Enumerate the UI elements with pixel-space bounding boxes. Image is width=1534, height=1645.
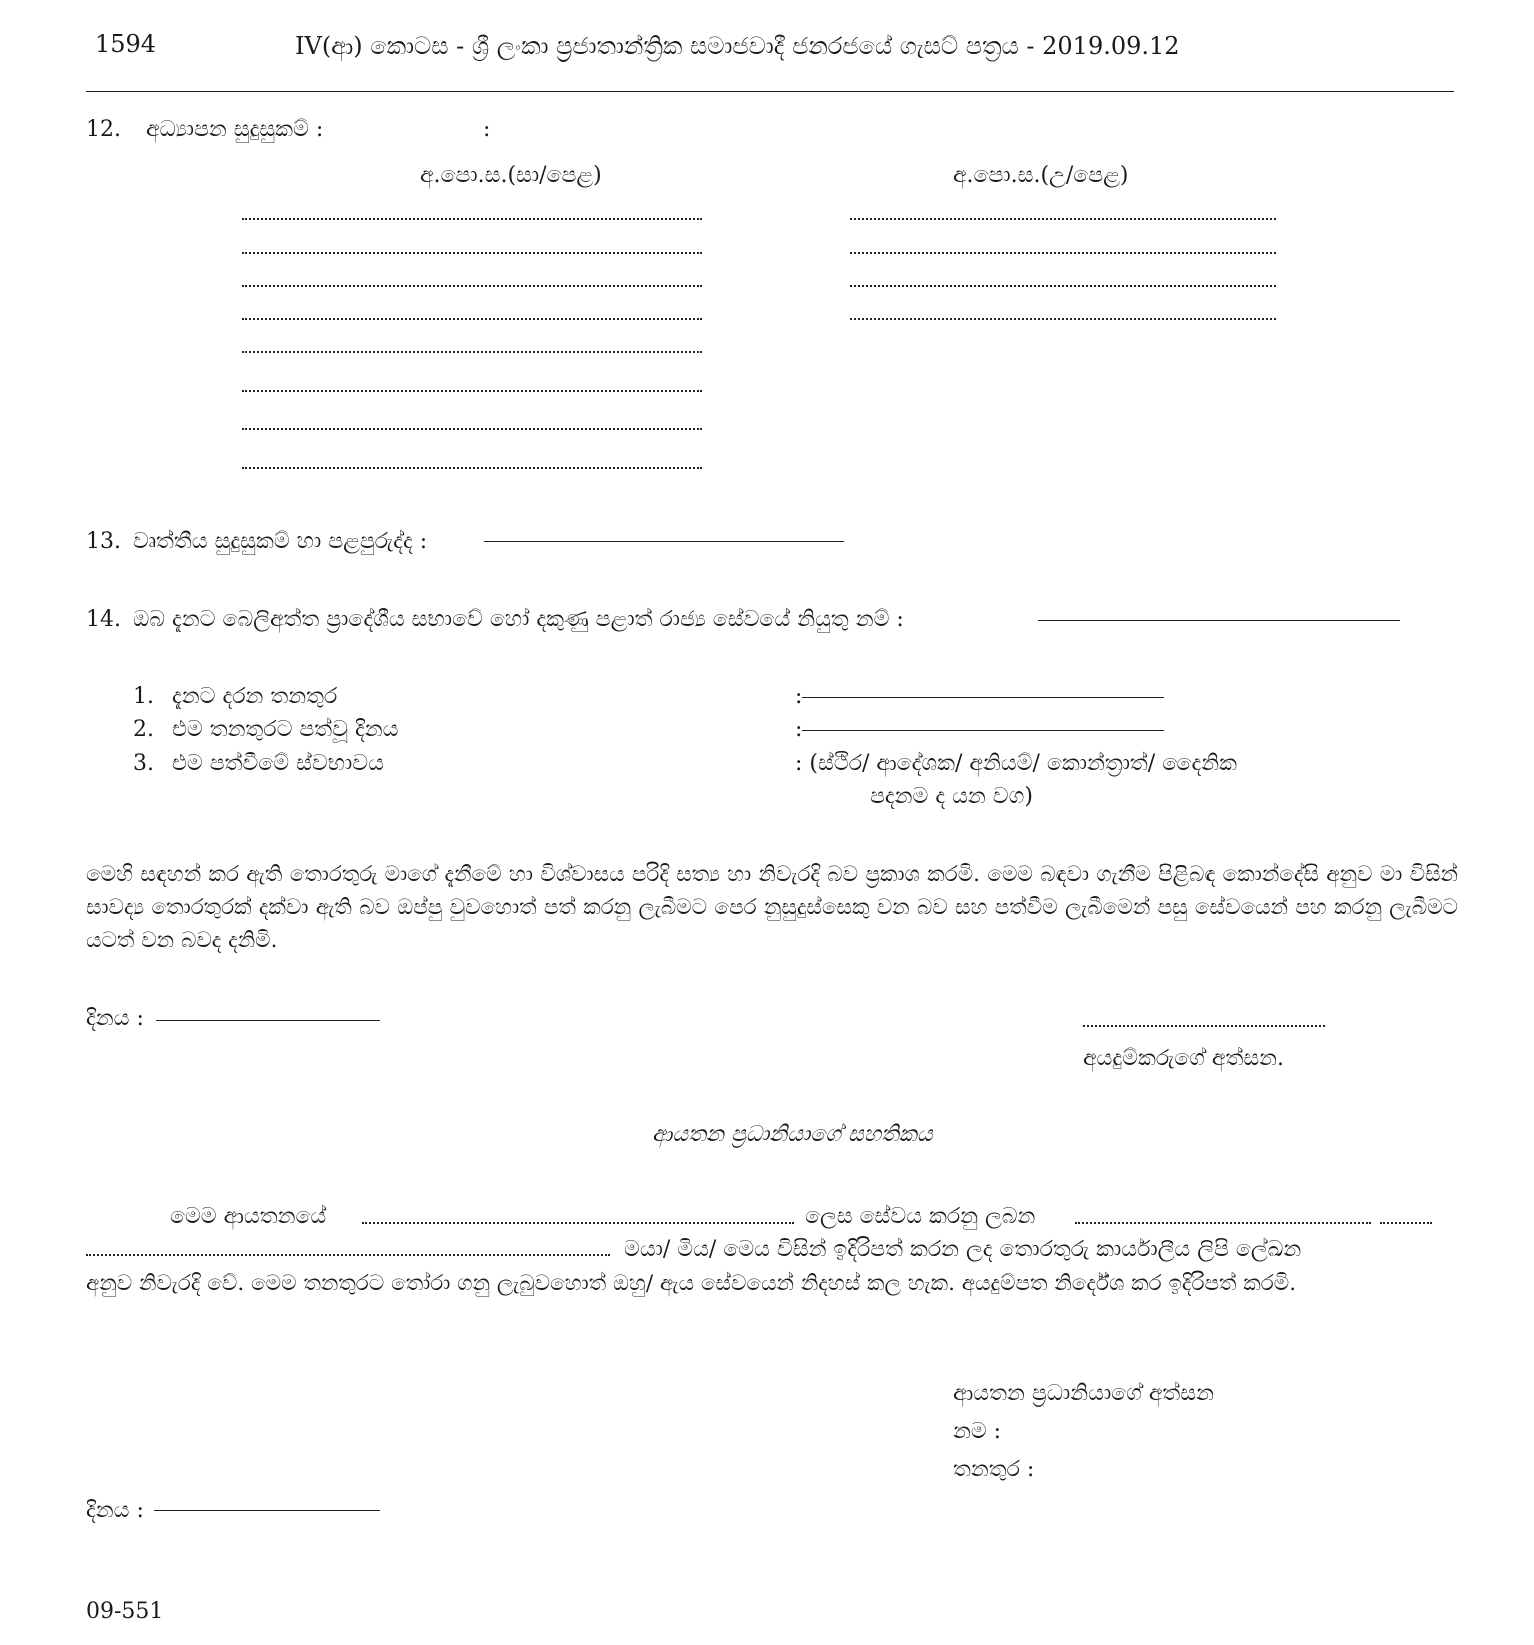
certificate-line1-institution: මෙම ආයතනයේ bbox=[170, 1204, 327, 1229]
al-entry-line[interactable] bbox=[850, 318, 1276, 320]
ol-entry-line[interactable] bbox=[242, 467, 702, 469]
applicant-signature-line[interactable] bbox=[1083, 1025, 1325, 1027]
al-entry-line[interactable] bbox=[850, 285, 1276, 287]
ol-entry-line[interactable] bbox=[242, 351, 702, 353]
footer-code: 09-551 bbox=[86, 1599, 164, 1624]
item-appointment-date-colon: : bbox=[795, 717, 803, 742]
item-number: 1. bbox=[133, 684, 154, 709]
item-appointment-nature-options-cont: පදනම ද යන වග) bbox=[870, 784, 1033, 809]
item-current-post-colon: : bbox=[795, 684, 803, 709]
section12-label: අධ්‍යාපන සුදුසුකම් : bbox=[146, 117, 324, 142]
current-post-answer-line[interactable] bbox=[802, 697, 1164, 698]
ol-entry-line[interactable] bbox=[242, 218, 702, 220]
section13-label: වෘත්තීය සුදුසුකම් හා පළපුරුද්ද : bbox=[133, 529, 428, 554]
ol-entry-line[interactable] bbox=[242, 285, 702, 287]
section14-number: 14. bbox=[86, 607, 121, 632]
ol-column-header: අ.පො.ස.(සා/පෙළ) bbox=[420, 163, 602, 188]
certificate-name-line-2[interactable] bbox=[86, 1254, 610, 1256]
section13-answer-line[interactable] bbox=[484, 541, 844, 542]
certificate-name-line-cont[interactable] bbox=[1380, 1222, 1432, 1224]
head-position-label: තනතුර : bbox=[953, 1457, 1035, 1482]
item-appointment-date-label: එම තනතුරට පත්වූ දිනය bbox=[172, 717, 399, 742]
section12-number: 12. bbox=[86, 117, 121, 142]
appointment-date-answer-line[interactable] bbox=[802, 730, 1164, 731]
ol-entry-line[interactable] bbox=[242, 390, 702, 392]
certificate-line2: මයා/ මිය/ මෙය විසින් ඉදිරිපත් කරන ලද තොරතුරු කාර්යාලීය ලිපි ලේඛන bbox=[624, 1237, 1302, 1262]
declaration-date-label: දිනය : bbox=[86, 1006, 144, 1031]
applicant-signature-label: අයදුම්කරුගේ අත්සන. bbox=[1083, 1046, 1285, 1071]
al-entry-line[interactable] bbox=[850, 218, 1276, 220]
ol-entry-line[interactable] bbox=[242, 428, 702, 430]
al-entry-line[interactable] bbox=[850, 252, 1276, 254]
section14-label: ඔබ දැනට බෙලිඅත්ත ප්‍රාදේශීය සභාවේ හෝ දකුණු පළාත් රාජ්‍ය සේවයේ නියුතු නම් : bbox=[133, 607, 904, 632]
page-number: 1594 bbox=[95, 30, 157, 58]
declaration-text: මෙහි සඳහන් කර ඇති තොරතුරු මාගේ දැනීමේ හා විශ්වාසය පරිදි සත්‍ය හා නිවැරදි බව ප්‍රකාශ කරමි. මෙම බඳවා ගැනීම පිළිබඳ කොන්දේසි අනුව මා විසින් සාවද්‍ය තොරතුරක් දක්වා ඇති බව ඔප්පු වුවහොත් පත් කරනු ලැබීමට පෙර නුසුදුස්සෙකු වන බව සහ පත්වීම ලැබීමෙන් පසු සේවයෙන් පහ කරනු ලැබීමට යටත් වන බවද දනිමි. bbox=[86, 862, 1458, 953]
certificate-date-line[interactable] bbox=[154, 1510, 380, 1511]
gazette-title: IV(ආ) කොටස - ශ්‍රී ලංකා ප්‍රජාතාන්ත්‍රික සමාජවාදී ජනරජයේ ගැසට් පත්‍රය - 2019.09.12 bbox=[295, 32, 1180, 60]
certificate-title: ආයතන ප්‍රධානියාගේ සහතිකය bbox=[652, 1122, 933, 1147]
section13-number: 13. bbox=[86, 529, 121, 554]
certificate-date-label: දිනය : bbox=[86, 1498, 144, 1523]
header-rule bbox=[86, 91, 1454, 92]
item-number: 3. bbox=[133, 751, 154, 776]
section12-colon: : bbox=[483, 117, 491, 142]
ol-entry-line[interactable] bbox=[242, 318, 702, 320]
certificate-rest: අනුව නිවැරදි වේ. මෙම තනතුරට තෝරා ගනු ලැබුවහොත් ඔහු/ ඇය සේවයෙන් නිදහස් කල හැක. අයදුම්පත නිර්දේශ කර ඉදිරිපත් කරමි. bbox=[86, 1271, 1297, 1296]
head-signature-label: ආයතන ප්‍රධානියාගේ අත්සන bbox=[953, 1381, 1214, 1406]
item-appointment-nature-options: : (ස්ථිර/ ආදේශක/ අනියම්/ කොන්ත්‍රාත්/ දෛනික bbox=[795, 751, 1238, 776]
ol-entry-line[interactable] bbox=[242, 252, 702, 254]
al-column-header: අ.පො.ස.(උ/පෙළ) bbox=[953, 163, 1129, 188]
certificate-post-line[interactable] bbox=[362, 1222, 794, 1224]
declaration-date-line[interactable] bbox=[156, 1020, 380, 1021]
head-name-label: නම : bbox=[953, 1419, 1002, 1444]
item-number: 2. bbox=[133, 717, 154, 742]
section14-answer-line[interactable] bbox=[1038, 620, 1400, 621]
item-current-post-label: දැනට දරන තනතුර bbox=[172, 684, 338, 709]
certificate-line1-serving: ලෙස සේවය කරනු ලබන bbox=[805, 1204, 1036, 1229]
item-appointment-nature-label: එම පත්වීමේ ස්වභාවය bbox=[172, 751, 384, 776]
certificate-name-line[interactable] bbox=[1075, 1222, 1371, 1224]
